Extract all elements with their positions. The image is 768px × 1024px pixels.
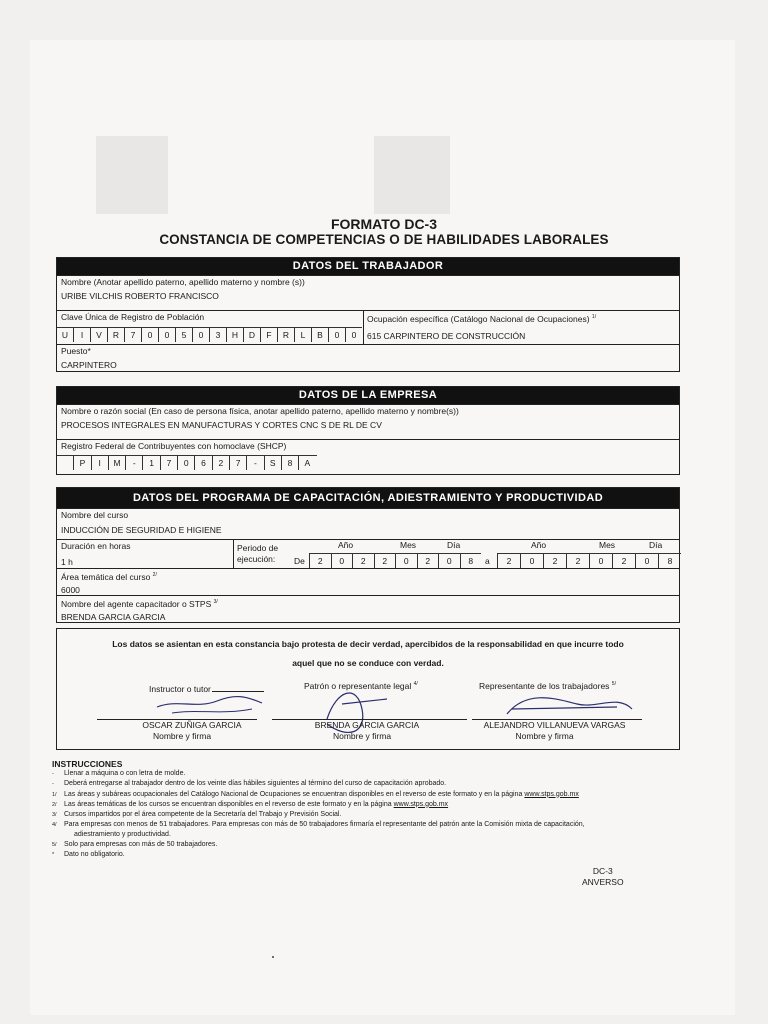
trabajadores-label-text: Representante de los trabajadores: [479, 681, 610, 691]
left-logo-placeholder: [96, 136, 168, 214]
trabajadores-firma-label: Nombre y firma: [515, 731, 574, 741]
instruction-item: [52, 840, 632, 850]
agente-value: BRENDA GARCIA GARCIA: [61, 611, 166, 622]
form-title: FORMATO DC-3: [330, 216, 438, 232]
end-date-cell: 2: [566, 554, 589, 568]
start-date-cell: 0: [395, 554, 417, 568]
razon-label: Nombre o razón social (En caso de persona física, anotar apellido paterno, apellido materno y nombre(s)): [61, 406, 459, 416]
puesto-value: CARPINTERO: [61, 360, 117, 370]
rfc-char-cell: 0: [177, 456, 194, 470]
instruction-text: adiestramiento y productividad.: [74, 831, 171, 839]
end-date-cell: 0: [635, 554, 658, 568]
instruction-mark: *: [52, 851, 55, 858]
curp-label: Clave Única de Registro de Población: [61, 312, 205, 322]
form-subtitle: CONSTANCIA DE COMPETENCIAS O DE HABILIDADES LABORALES: [159, 232, 609, 247]
instruction-text: Deberá entregarse al trabajador dentro de los veinte días hábiles siguientes al término del curso de capacitación aprobado.: [64, 780, 447, 788]
curp-char-cell: F: [260, 328, 277, 342]
rfc-char-cell: 6: [194, 456, 211, 470]
instructor-name: OSCAR ZUÑIGA GARCIA: [142, 720, 242, 730]
instruction-item: [52, 779, 632, 789]
periodo-label: [237, 543, 278, 565]
patron-firma-label: Nombre y firma: [332, 731, 392, 741]
rfc-char-cell: -: [246, 456, 263, 470]
curp-char-cell: 0: [141, 328, 158, 342]
rfc-cells: [57, 455, 317, 470]
end-date-cell: 2: [612, 554, 635, 568]
instruction-mark: 5/: [52, 841, 57, 848]
rfc-char-cell: 8: [281, 456, 298, 470]
instruction-mark: 2/: [52, 801, 57, 808]
duracion-row: [57, 539, 679, 568]
instruction-text: Llenar a máquina o con letra de molde.: [64, 770, 186, 778]
patron-note: 4/: [413, 681, 418, 688]
rfc-char-cell: 7: [229, 456, 246, 470]
curso-value: INDUCCIÓN DE SEGURIDAD E HIGIENE: [61, 525, 222, 535]
ocupacion-block: [365, 311, 675, 342]
end-date-cells: [497, 553, 681, 568]
instruction-item: [52, 769, 632, 779]
patron-name: BRENDA GARCIA GARCIA: [314, 720, 420, 730]
rfc-row: [57, 439, 679, 474]
curp-char-cell: 0: [158, 328, 175, 342]
rfc-char-cell: I: [91, 456, 108, 470]
instruction-mark: 4/: [52, 822, 57, 829]
razon-value: PROCESOS INTEGRALES EN MANUFACTURAS Y CORTES CNC S DE RL DE CV: [61, 420, 382, 430]
end-date-cell: 0: [589, 554, 612, 568]
curp-char-cell: L: [294, 328, 311, 342]
start-date-cell: 8: [460, 554, 482, 568]
area-value: 6000: [61, 584, 80, 595]
end-mes-label: Mes: [599, 540, 616, 550]
instructor-label: Instructor o tutor: [149, 684, 211, 694]
protesta-line-2: aquel que no se conduce con verdad.: [292, 658, 444, 668]
curso-label: Nombre del curso: [61, 510, 129, 520]
duracion-label: Duración en horas: [61, 541, 131, 551]
area-label: [61, 570, 675, 583]
curp-char-cell: R: [277, 328, 294, 342]
signature-box: [56, 628, 680, 750]
ocupacion-label: [365, 311, 675, 326]
start-date-cells: [309, 553, 481, 568]
stps-link[interactable]: www.stps.gob.mx: [524, 790, 579, 798]
instruction-item: [52, 810, 632, 820]
instructor-firma-label: Nombre y firma: [152, 731, 212, 741]
protesta-line-1: Los datos se asientan en esta constancia bajo protesta de decir verdad, apercibidos de la responsabilidad en que incurre todo: [112, 639, 624, 649]
rfc-char-cell: M: [108, 456, 125, 470]
rfc-char-cell: 7: [160, 456, 177, 470]
agente-row: [57, 595, 679, 622]
instruction-item: [52, 820, 632, 830]
duracion-block: [57, 540, 234, 568]
instruction-mark: 3/: [52, 812, 57, 819]
end-date-cell: 8: [658, 554, 681, 568]
instruction-item: [52, 800, 632, 810]
rfc-char-cell: P: [73, 456, 90, 470]
nombre-label: Nombre (Anotar apellido paterno, apellido materno y nombre (s)): [61, 277, 305, 287]
empresa-header: DATOS DE LA EMPRESA: [57, 387, 679, 404]
start-date-cell: 2: [317, 556, 323, 566]
nombre-value: URIBE VILCHIS ROBERTO FRANCISCO: [61, 291, 219, 301]
curp-char-cell: I: [73, 328, 90, 342]
instruction-text: Las áreas temáticas de los cursos se encuentran disponibles en el reverso de este formato y en la página: [64, 800, 392, 808]
instruction-item: [52, 830, 632, 839]
curp-char-cell: H: [226, 328, 243, 342]
end-date-cell: 0: [520, 554, 543, 568]
instruction-text: Dato no obligatorio.: [64, 850, 125, 858]
area-note: 2/: [152, 572, 157, 578]
duracion-value: 1 h: [61, 557, 73, 567]
puesto-label: Puesto*: [61, 346, 91, 356]
curp-char-cell: 0: [192, 328, 209, 342]
paper-mark: [272, 956, 274, 958]
periodo-label-2: ejecución:: [237, 554, 276, 564]
curp-char-cell: 5: [175, 328, 192, 342]
end-date-cell: 2: [506, 556, 512, 566]
rfc-char-cell: A: [298, 456, 315, 470]
nombre-row: [57, 275, 679, 310]
start-date-cell: 0: [438, 554, 460, 568]
ocupacion-note: 1/: [591, 314, 597, 320]
trabajadores-note: 5/: [611, 681, 616, 688]
razon-row: [57, 404, 679, 439]
periodo-label-1: Periodo de: [237, 543, 279, 553]
rfc-char-cell: S: [264, 456, 281, 470]
curp-char-cell: U: [61, 330, 69, 340]
rfc-char-cell: 1: [142, 456, 159, 470]
instruction-item: [52, 850, 632, 860]
instrucciones-list: [52, 769, 632, 860]
start-anio-label: Año: [338, 540, 354, 550]
end-anio-label: Año: [531, 540, 547, 550]
right-logo-placeholder: [374, 136, 450, 214]
agente-label: [61, 597, 675, 610]
end-date-cell: 2: [543, 554, 566, 568]
instruction-text: Cursos impartidos por el área competente de la Secretaría del Trabajo y Previsión Social.: [64, 811, 342, 819]
empresa-section: [56, 386, 680, 475]
ocupacion-value: 615 CARPINTERO DE CONSTRUCCIÓN: [367, 330, 526, 341]
trabajador-header: DATOS DEL TRABAJADOR: [57, 258, 679, 275]
rfc-char-cell: 2: [212, 456, 229, 470]
stps-link[interactable]: www.stps.gob.mx: [393, 800, 449, 808]
curso-row: [57, 508, 679, 539]
instruction-mark: -: [52, 771, 54, 778]
start-date-cell: 2: [374, 554, 396, 568]
curp-char-cell: R: [107, 328, 124, 342]
instruction-text: Las áreas y subáreas ocupacionales del Catálogo Nacional de Ocupaciones se encuentran disponibles en el reverso de este formato y en la página: [64, 790, 523, 798]
start-date-cell: 2: [417, 554, 439, 568]
instruction-item: [52, 790, 632, 800]
trabajador-section: [56, 257, 680, 372]
start-date-cell: 2: [352, 554, 374, 568]
instruction-text: Para empresas con menos de 51 trabajadores. Para empresas con más de 50 trabajadores firmaría el representante del patrón ante la Comisión mixta de capacitación,: [64, 821, 585, 829]
footer-side: ANVERSO: [582, 877, 624, 887]
form-footer: [582, 866, 624, 888]
rfc-label: Registro Federal de Contribuyentes con homoclave (SHCP): [61, 441, 287, 451]
area-label-text: Área temática del curso: [61, 571, 151, 582]
start-date-cell: 0: [331, 554, 353, 568]
programa-header: DATOS DEL PROGRAMA DE CAPACITACIÓN, ADIESTRAMIENTO Y PRODUCTIVIDAD: [57, 488, 679, 508]
curp-block: [57, 311, 364, 344]
instruction-mark: -: [52, 781, 54, 788]
curp-char-cell: B: [311, 328, 328, 342]
end-dia-label: Día: [649, 540, 663, 550]
puesto-row: [57, 344, 679, 371]
instruction-text: Solo para empresas con más de 50 trabajadores.: [64, 840, 218, 848]
curp-char-cell: 3: [209, 328, 226, 342]
de-label: De: [294, 556, 305, 566]
instrucciones-heading: INSTRUCCIONES: [52, 759, 123, 769]
ocupacion-label-text: Ocupación específica (Catálogo Nacional de Ocupaciones): [367, 313, 590, 324]
curp-cells: [57, 327, 362, 342]
a-label: a: [485, 556, 490, 566]
curp-char-cell: 0: [328, 328, 345, 342]
agente-note: 3/: [213, 599, 218, 605]
programa-section: [56, 487, 680, 623]
instrucciones: [52, 760, 632, 860]
curp-char-cell: 0: [345, 328, 362, 342]
instruction-mark: 1/: [52, 791, 57, 798]
curp-row: [57, 310, 679, 344]
curp-char-cell: V: [90, 328, 107, 342]
start-dia-label: Día: [447, 540, 461, 550]
start-mes-label: Mes: [400, 540, 417, 550]
curp-char-cell: D: [243, 328, 260, 342]
patron-label-text: Patrón o representante legal: [304, 681, 412, 691]
rfc-char-cell: [57, 456, 73, 470]
agente-label-text: Nombre del agente capacitador o STPS: [61, 598, 212, 609]
rfc-char-cell: -: [125, 456, 142, 470]
curp-char-cell: 7: [124, 328, 141, 342]
footer-code: DC-3: [592, 866, 613, 876]
area-row: [57, 568, 679, 595]
trabajadores-name: ALEJANDRO VILLANUEVA VARGAS: [483, 720, 626, 730]
